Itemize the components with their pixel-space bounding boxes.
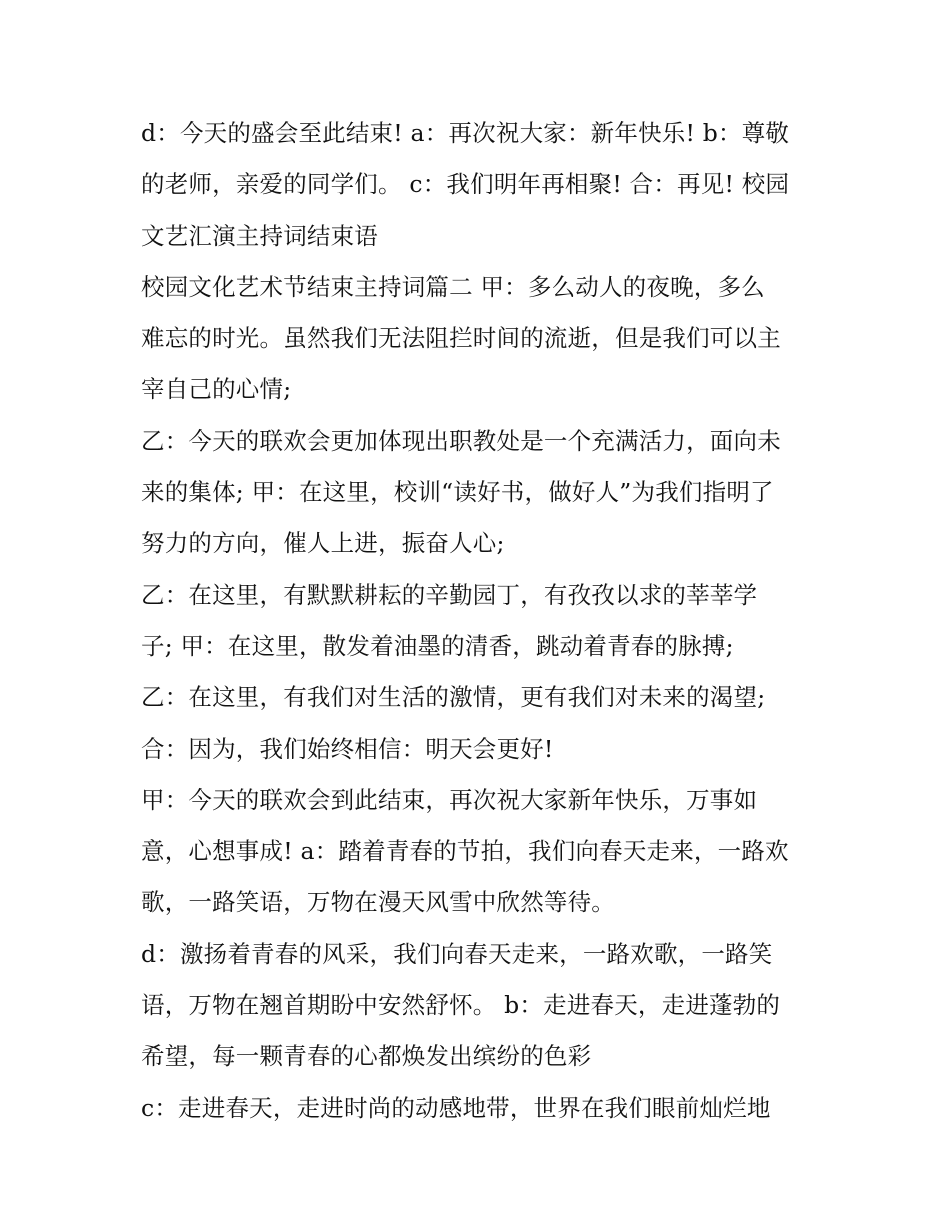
text-line: 的老师，亲爱的同学们。 c：我们明年再相聚! 合：再见! 校园: [141, 170, 790, 199]
text-line: 来的集体; 甲：在这里，校训“读好书，做好人”为我们指明了: [141, 478, 774, 507]
text-line: d：今天的盛会至此结束! a：再次祝大家：新年快乐! b：尊敬: [141, 119, 790, 147]
text-line: 乙：在这里，有我们对生活的激情，更有我们对未来的渴望;: [141, 683, 766, 712]
document-body: [141, 108, 821, 1134]
text-line: 歌，一路笑语，万物在漫天风雪中欣然等待。: [141, 888, 615, 917]
text-line: 希望，每一颗青春的心都焕发出缤纷的色彩: [141, 1042, 592, 1071]
text-line: 文艺汇演主持词结束语: [141, 221, 378, 250]
text-line: 甲：今天的联欢会到此结束，再次祝大家新年快乐，万事如: [141, 785, 758, 814]
text-line: 语，万物在翘首期盼中安然舒怀。 b：走进春天，走进蓬勃的: [141, 991, 781, 1020]
text-line: 难忘的时光。虽然我们无法阻拦时间的流逝，但是我们可以主: [141, 324, 781, 353]
text-line: 子; 甲：在这里，散发着油墨的清香，跳动着青春的脉搏;: [141, 631, 734, 660]
text-line: 校园文化艺术节结束主持词篇二 甲：多么动人的夜晚，多么: [141, 272, 765, 301]
text-line: d：激扬着青春的风采，我们向春天走来，一路欢歌，一路笑: [141, 939, 773, 968]
text-line: 努力的方向，催人上进，振奋人心;: [141, 529, 505, 558]
text-line: 意，心想事成! a：踏着青春的节拍，我们向春天走来，一路欢: [141, 837, 789, 866]
text-line: 合：因为，我们始终相信：明天会更好!: [141, 734, 554, 763]
text-line: 宰自己的心情;: [141, 375, 292, 404]
text-line: 乙：在这里，有默默耕耘的辛勤园丁，有孜孜以求的莘莘学: [141, 580, 758, 609]
text-line: c：走进春天，走进时尚的动感地带，世界在我们眼前灿烂地: [141, 1093, 771, 1122]
text-line: 乙：今天的联欢会更加体现出职教处是一个充满活力，面向未: [141, 426, 781, 455]
